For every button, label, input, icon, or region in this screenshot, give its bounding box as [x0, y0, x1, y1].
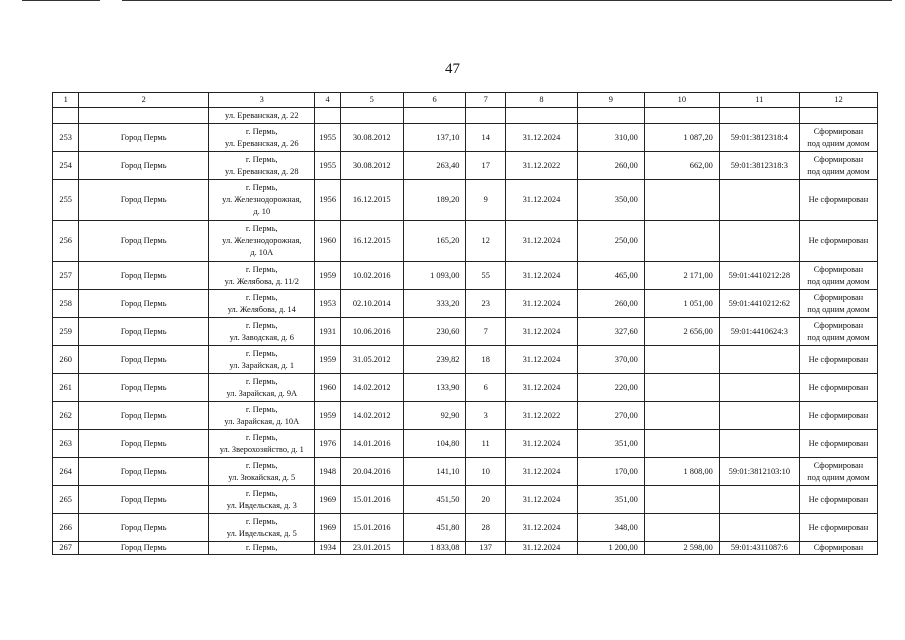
count-cell: 23	[466, 290, 506, 318]
year-cell: 1976	[315, 430, 340, 458]
address-line: ул. Ивдельская, д. 3	[226, 500, 297, 510]
year-cell: 1956	[315, 180, 340, 221]
date-cell: 02.10.2014	[340, 290, 403, 318]
date-cell: 10.06.2016	[340, 318, 403, 346]
land-area-cell: 662,00	[644, 152, 719, 180]
address-cell	[209, 486, 315, 514]
land-area-cell	[644, 374, 719, 402]
land-area-cell	[644, 430, 719, 458]
table-row	[53, 318, 878, 346]
address-cell	[209, 318, 315, 346]
cost-cell: 260,00	[577, 290, 644, 318]
status-line: под одним домом	[807, 138, 870, 148]
cell	[577, 108, 644, 124]
area-cell: 239,82	[403, 346, 466, 374]
cadastral-number-cell	[719, 346, 799, 374]
city-cell: Город Пермь	[79, 486, 209, 514]
row-number: 254	[53, 152, 79, 180]
address-line: ул. Зверохозяйство, д. 1	[219, 444, 304, 454]
continued-address: ул. Ереванская, д. 22	[209, 108, 315, 124]
address-line: г. Пермь,	[245, 404, 278, 414]
count-cell: 11	[466, 430, 506, 458]
status-line: под одним домом	[807, 166, 870, 176]
status-cell	[799, 430, 877, 458]
area-cell: 92,90	[403, 402, 466, 430]
status-line: под одним домом	[807, 332, 870, 342]
date-cell: 16.12.2015	[340, 180, 403, 221]
date-cell: 15.01.2016	[340, 486, 403, 514]
cell	[466, 108, 506, 124]
land-area-cell	[644, 514, 719, 542]
cell	[799, 108, 877, 124]
year-cell: 1931	[315, 318, 340, 346]
land-area-cell: 2 656,00	[644, 318, 719, 346]
cost-cell: 327,60	[577, 318, 644, 346]
count-cell: 12	[466, 221, 506, 262]
status-line: Не сформирован	[808, 236, 869, 245]
cadastral-number-cell	[719, 374, 799, 402]
city-cell: Город Пермь	[79, 402, 209, 430]
city-cell: Город Пермь	[79, 290, 209, 318]
address-cell	[209, 221, 315, 262]
city-cell: Город Пермь	[79, 318, 209, 346]
table-row	[53, 180, 878, 221]
deadline-cell: 31.12.2024	[505, 430, 577, 458]
land-area-cell: 1 051,00	[644, 290, 719, 318]
year-cell: 1948	[315, 458, 340, 486]
status-line: под одним домом	[807, 304, 870, 314]
address-line: ул. Желябова, д. 14	[227, 304, 296, 314]
status-line: под одним домом	[807, 472, 870, 482]
column-header: 10	[644, 93, 719, 108]
address-line: ул. Зарайская, д. 10А	[224, 416, 300, 426]
status-line: Сформирован	[813, 460, 864, 470]
address-cell	[209, 430, 315, 458]
cell	[79, 108, 209, 124]
area-cell: 1 833,08	[403, 542, 466, 555]
cadastral-number-cell	[719, 402, 799, 430]
date-cell: 14.01.2016	[340, 430, 403, 458]
status-cell	[799, 542, 877, 555]
address-line: г. Пермь,	[245, 376, 278, 386]
land-area-cell: 1 087,20	[644, 124, 719, 152]
year-cell: 1960	[315, 374, 340, 402]
area-cell: 263,40	[403, 152, 466, 180]
row-number: 256	[53, 221, 79, 262]
row-number: 259	[53, 318, 79, 346]
table-row	[53, 374, 878, 402]
land-area-cell	[644, 486, 719, 514]
cadastral-number-cell: 59:01:4410212:28	[719, 262, 799, 290]
area-cell: 165,20	[403, 221, 466, 262]
deadline-cell: 31.12.2022	[505, 152, 577, 180]
table-row	[53, 486, 878, 514]
cadastral-number-cell	[719, 221, 799, 262]
status-line: Сформирован	[813, 126, 864, 136]
date-cell: 15.01.2016	[340, 514, 403, 542]
address-line: ул. Желябова, д. 11/2	[224, 276, 299, 286]
area-cell: 451,50	[403, 486, 466, 514]
cadastral-number-cell: 59:01:4410212:62	[719, 290, 799, 318]
status-line: Сформирован	[813, 264, 864, 274]
row-number: 262	[53, 402, 79, 430]
status-line: Не сформирован	[808, 354, 869, 364]
address-line: ул. Зарайская, д. 1	[229, 360, 295, 370]
status-cell	[799, 374, 877, 402]
address-line: г. Пермь,	[245, 432, 278, 442]
address-cell	[209, 458, 315, 486]
area-cell: 104,80	[403, 430, 466, 458]
year-cell: 1960	[315, 221, 340, 262]
land-area-cell: 2 171,00	[644, 262, 719, 290]
table-row	[53, 262, 878, 290]
city-cell: Город Пермь	[79, 180, 209, 221]
cost-cell: 351,00	[577, 486, 644, 514]
area-cell: 133,90	[403, 374, 466, 402]
page-number: 47	[445, 61, 460, 77]
table-row	[53, 124, 878, 152]
top-border-left	[22, 0, 100, 1]
column-header: 12	[799, 93, 877, 108]
address-line: ул. Заводская, д. 6	[229, 332, 294, 342]
address-line: г. Пермь,	[245, 224, 278, 233]
land-area-cell: 1 808,00	[644, 458, 719, 486]
area-cell: 189,20	[403, 180, 466, 221]
city-cell: Город Пермь	[79, 124, 209, 152]
cell	[644, 108, 719, 124]
date-cell: 20.04.2016	[340, 458, 403, 486]
status-cell	[799, 514, 877, 542]
cell	[340, 108, 403, 124]
count-cell: 55	[466, 262, 506, 290]
count-cell: 28	[466, 514, 506, 542]
deadline-cell: 31.12.2024	[505, 262, 577, 290]
table-row	[53, 514, 878, 542]
row-number: 255	[53, 180, 79, 221]
year-cell: 1955	[315, 124, 340, 152]
address-cell	[209, 542, 315, 555]
count-cell: 137	[466, 542, 506, 555]
status-line: Сформирован	[813, 292, 864, 302]
row-number: 265	[53, 486, 79, 514]
deadline-cell: 31.12.2024	[505, 374, 577, 402]
land-area-cell: 2 598,00	[644, 542, 719, 555]
year-cell: 1953	[315, 290, 340, 318]
address-line: г. Пермь,	[245, 460, 278, 470]
cadastral-number-cell: 59:01:3812318:3	[719, 152, 799, 180]
column-header: 11	[719, 93, 799, 108]
deadline-cell: 31.12.2024	[505, 180, 577, 221]
address-line: г. Пермь,	[245, 543, 278, 552]
deadline-cell: 31.12.2024	[505, 318, 577, 346]
address-line: г. Пермь,	[245, 264, 278, 274]
year-cell: 1969	[315, 486, 340, 514]
date-cell: 31.05.2012	[340, 346, 403, 374]
cadastral-number-cell: 59:01:3812318:4	[719, 124, 799, 152]
status-cell	[799, 402, 877, 430]
row-number: 266	[53, 514, 79, 542]
count-cell: 6	[466, 374, 506, 402]
area-cell: 333,20	[403, 290, 466, 318]
column-header: 2	[79, 93, 209, 108]
status-cell	[799, 290, 877, 318]
row-number: 267	[53, 542, 79, 555]
deadline-cell: 31.12.2024	[505, 514, 577, 542]
city-cell: Город Пермь	[79, 514, 209, 542]
city-cell: Город Пермь	[79, 262, 209, 290]
cadastral-number-cell: 59:01:4311087:6	[719, 542, 799, 555]
area-cell: 137,10	[403, 124, 466, 152]
column-header: 6	[403, 93, 466, 108]
address-cell	[209, 152, 315, 180]
land-area-cell	[644, 221, 719, 262]
deadline-cell: 31.12.2024	[505, 221, 577, 262]
land-area-cell	[644, 180, 719, 221]
status-line: Не сформирован	[808, 494, 869, 504]
address-line: д. 10А	[250, 248, 274, 257]
count-cell: 9	[466, 180, 506, 221]
date-cell: 30.08.2012	[340, 152, 403, 180]
year-cell: 1959	[315, 402, 340, 430]
address-line: д. 10	[253, 207, 271, 216]
year-cell: 1959	[315, 346, 340, 374]
table-row	[53, 221, 878, 262]
date-cell: 30.08.2012	[340, 124, 403, 152]
address-cell	[209, 124, 315, 152]
column-header: 1	[53, 93, 79, 108]
status-line: Не сформирован	[808, 195, 869, 204]
city-cell: Город Пермь	[79, 458, 209, 486]
top-border-right	[122, 0, 892, 1]
deadline-cell: 31.12.2024	[505, 346, 577, 374]
cell	[505, 108, 577, 124]
address-line: ул. Ереванская, д. 28	[225, 166, 299, 176]
status-cell	[799, 346, 877, 374]
area-cell: 451,80	[403, 514, 466, 542]
address-line: г. Пермь,	[245, 320, 278, 330]
status-cell	[799, 262, 877, 290]
cell	[403, 108, 466, 124]
cost-cell: 1 200,00	[577, 542, 644, 555]
address-line: г. Пермь,	[245, 183, 278, 192]
address-line: ул. Зарайская, д. 9А	[226, 388, 298, 398]
column-header: 7	[466, 93, 506, 108]
status-cell	[799, 318, 877, 346]
address-cell	[209, 514, 315, 542]
table-row	[53, 290, 878, 318]
address-line: г. Пермь,	[245, 488, 278, 498]
column-number-row	[53, 93, 878, 108]
table-row	[53, 402, 878, 430]
table-row	[53, 430, 878, 458]
address-line: ул. Железнодорожная,	[222, 236, 302, 245]
address-line: ул. Ереванская, д. 26	[225, 138, 299, 148]
area-cell: 1 093,00	[403, 262, 466, 290]
count-cell: 20	[466, 486, 506, 514]
count-cell: 18	[466, 346, 506, 374]
row-number: 261	[53, 374, 79, 402]
address-line: г. Пермь,	[245, 126, 278, 136]
count-cell: 7	[466, 318, 506, 346]
housing-register-table	[52, 92, 878, 555]
cadastral-number-cell	[719, 180, 799, 221]
address-line: г. Пермь,	[245, 516, 278, 526]
status-line: под одним домом	[807, 276, 870, 286]
address-line: ул. Зюкайская, д. 5	[228, 472, 296, 482]
continued-row	[53, 108, 878, 124]
status-line: Не сформирован	[808, 410, 869, 420]
cost-cell: 348,00	[577, 514, 644, 542]
table-row	[53, 152, 878, 180]
deadline-cell: 31.12.2024	[505, 486, 577, 514]
address-cell	[209, 374, 315, 402]
cost-cell: 370,00	[577, 346, 644, 374]
column-header: 8	[505, 93, 577, 108]
status-line: Сформирован	[813, 320, 864, 330]
column-header: 9	[577, 93, 644, 108]
city-cell: Город Пермь	[79, 346, 209, 374]
address-cell	[209, 346, 315, 374]
deadline-cell: 31.12.2024	[505, 124, 577, 152]
status-line: Не сформирован	[808, 438, 869, 448]
city-cell: Город Пермь	[79, 152, 209, 180]
cost-cell: 350,00	[577, 180, 644, 221]
table-row	[53, 458, 878, 486]
status-cell	[799, 180, 877, 221]
deadline-cell: 31.12.2022	[505, 402, 577, 430]
address-cell	[209, 180, 315, 221]
year-cell: 1969	[315, 514, 340, 542]
area-cell: 230,60	[403, 318, 466, 346]
date-cell: 14.02.2012	[340, 402, 403, 430]
year-cell: 1934	[315, 542, 340, 555]
status-cell	[799, 458, 877, 486]
cost-cell: 270,00	[577, 402, 644, 430]
row-number: 253	[53, 124, 79, 152]
column-header: 5	[340, 93, 403, 108]
column-header: 3	[209, 93, 315, 108]
count-cell: 14	[466, 124, 506, 152]
date-cell: 16.12.2015	[340, 221, 403, 262]
column-header: 4	[315, 93, 340, 108]
table-row	[53, 346, 878, 374]
cost-cell: 465,00	[577, 262, 644, 290]
city-cell: Город Пермь	[79, 374, 209, 402]
count-cell: 17	[466, 152, 506, 180]
deadline-cell: 31.12.2024	[505, 290, 577, 318]
count-cell: 3	[466, 402, 506, 430]
row-number: 264	[53, 458, 79, 486]
cadastral-number-cell	[719, 514, 799, 542]
city-cell: Город Пермь	[79, 542, 209, 555]
cell	[315, 108, 340, 124]
status-cell	[799, 486, 877, 514]
count-cell: 10	[466, 458, 506, 486]
address-line: г. Пермь,	[245, 154, 278, 164]
table-row	[53, 542, 878, 555]
date-cell: 14.02.2012	[340, 374, 403, 402]
cost-cell: 260,00	[577, 152, 644, 180]
status-cell	[799, 124, 877, 152]
address-line: г. Пермь,	[245, 348, 278, 358]
year-cell: 1959	[315, 262, 340, 290]
land-area-cell	[644, 402, 719, 430]
address-line: ул. Железнодорожная,	[222, 195, 302, 204]
cadastral-number-cell	[719, 430, 799, 458]
status-line: Сформирован	[813, 154, 864, 164]
cost-cell: 250,00	[577, 221, 644, 262]
status-line: Не сформирован	[808, 522, 869, 532]
cadastral-number-cell: 59:01:3812103:10	[719, 458, 799, 486]
cost-cell: 220,00	[577, 374, 644, 402]
city-cell: Город Пермь	[79, 221, 209, 262]
address-line: г. Пермь,	[245, 292, 278, 302]
deadline-cell: 31.12.2024	[505, 542, 577, 555]
cadastral-number-cell	[719, 486, 799, 514]
address-cell	[209, 262, 315, 290]
cost-cell: 310,00	[577, 124, 644, 152]
city-cell: Город Пермь	[79, 430, 209, 458]
row-number: 260	[53, 346, 79, 374]
cell	[53, 108, 79, 124]
land-area-cell	[644, 346, 719, 374]
address-cell	[209, 290, 315, 318]
cell	[719, 108, 799, 124]
status-line: Не сформирован	[808, 382, 869, 392]
status-line: Сформирован	[813, 543, 864, 552]
year-cell: 1955	[315, 152, 340, 180]
area-cell: 141,10	[403, 458, 466, 486]
cost-cell: 351,00	[577, 430, 644, 458]
status-cell	[799, 221, 877, 262]
deadline-cell: 31.12.2024	[505, 458, 577, 486]
cost-cell: 170,00	[577, 458, 644, 486]
address-cell	[209, 402, 315, 430]
address-line: ул. Ивдельская, д. 5	[226, 528, 297, 538]
date-cell: 10.02.2016	[340, 262, 403, 290]
row-number: 258	[53, 290, 79, 318]
status-cell	[799, 152, 877, 180]
row-number: 263	[53, 430, 79, 458]
cadastral-number-cell: 59:01:4410624:3	[719, 318, 799, 346]
date-cell: 23.01.2015	[340, 542, 403, 555]
row-number: 257	[53, 262, 79, 290]
